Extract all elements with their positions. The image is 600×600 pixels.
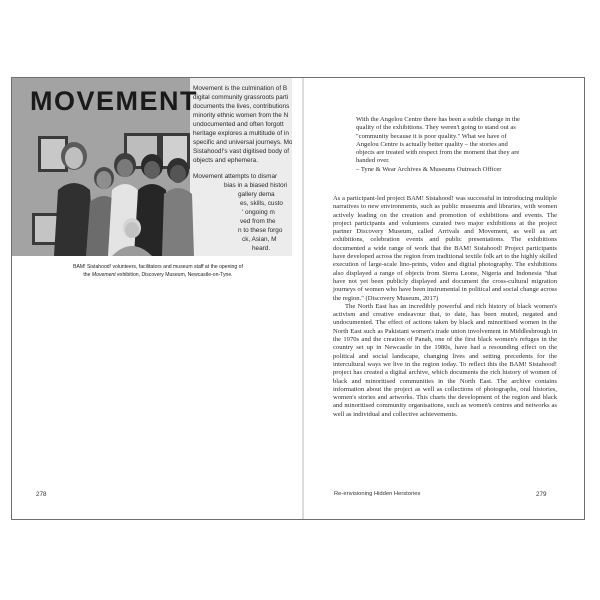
panel-line: documents the lives, contributions (193, 103, 290, 110)
panel-line: heard. (252, 245, 271, 252)
quote-line: quality of the exhibitions. They weren't going to stand out as (356, 124, 516, 132)
running-head: Re-envisioning Hidden Herstories (334, 491, 421, 497)
panel-line: heritage explores a multitude of in (193, 130, 289, 137)
panel-line: specific and universal journeys. Mo (193, 139, 292, 146)
panel-line: ck, Asian, M (242, 236, 277, 243)
panel-line: es, skills, custo (240, 200, 283, 207)
left-page-number: 278 (36, 491, 47, 498)
quote-line: Angelou Centre is actually better quality – the stories and (356, 140, 508, 148)
quote-attribution: – Tyne & Wear Archives & Museums Outreach Officer (356, 165, 502, 173)
panel-line: n to these forgo (238, 227, 283, 234)
sign-title: MOVEMENT (30, 86, 199, 116)
caption-line: BAM! Sistahood! volunteers, facilitators and museum staff at the opening of (73, 264, 243, 270)
panel-line: Sistahood!'s vast digitised body of (193, 148, 290, 155)
photo-caption (28, 264, 288, 279)
body-text (333, 195, 557, 419)
block-quote (356, 116, 546, 174)
caption-line (28, 272, 288, 280)
right-page-number: 279 (536, 491, 547, 498)
panel-line: digital community grassroots parti (193, 94, 289, 101)
panel-line: bias in a biased histori (224, 182, 288, 189)
caption-exhibition-title: Movement (91, 271, 116, 278)
quote-line: objects are treated with respect from the moment that they are (356, 149, 520, 157)
paragraph: The North East has an incredibly powerful and rich history of black women's activism and creative endeavour that, to date, has been muted, negated and undocumented. The effect of actions taken by black and minoritised women in the North East such as Pakistani women's trade union involvement in Middlesbrough in the 1970s and the creation of Panah, one of the first black women's refuges in the country set up in Newcastle in the 1980s, have had a resounding effect on the political and social landscape, changing lives and setting precedents for the intercultural ways we live in the region today. To reflect this the BAM! Sistahood! project has created a digital archive, which documents the rich history of women of black and minoritised communities in the North East. The archive contains information about the project as well as collections of photographs, oral histories, women's stories and artworks. This charts the development of the region and black and minoritised community organisations, such as women's centres and networks as well as individual and collective achievements. (333, 302, 557, 418)
caption-text: the (83, 271, 92, 278)
exhibition-photo (12, 78, 292, 256)
gutter-divider (302, 78, 304, 519)
panel-line: minority ethnic women from the N (193, 112, 289, 119)
caption-text: exhibition, Discovery Museum, Newcastle-on-Tyne. (115, 271, 233, 278)
panel-line: objects and ephemera. (193, 157, 259, 164)
panel-line: undocumented and often forgott (193, 121, 284, 128)
panel-line: Movement is the culmination of B (193, 85, 288, 92)
panel-line: Movement attempts to dismar (193, 173, 278, 180)
panel-line: ' ongoing m (242, 209, 275, 216)
panel-line: gallery dema (238, 191, 275, 198)
quote-line: handed over. (356, 157, 390, 165)
panel-line: ved from the (240, 218, 276, 225)
quote-line: With the Angelou Centre there has been a subtle change in the (356, 116, 520, 123)
quote-line: "community because it is poor quality." What we have of (356, 132, 507, 140)
book-spread (11, 77, 585, 520)
paragraph: As a participant-led project BAM! Sistahood! was successful in introducing multiple narratives to new environments, such as public museums and libraries, with women actively leading on the creation and promotion of exhibitions and events. The project participants and volunteers curated two major exhibitions at the project partner Discovery Museum, called Arrivals and Movement, as well as art exhibitions, celebration events and public presentations. The exhibitions documented a wide range of work that the BAM! Sistahood! Project participants have developed across the region from traditional textile folk art to the highly skilled execution of large-scale lino-prints, video and digital photography. The exhibitions also displayed a range of objects from Sierra Leone, Nigeria and Indonesia "that have not yet been publicly displayed and document the cross-cultural migration journeys of women who have been instrumental in political and social change across the region." (Discovery Museum, 2017) (333, 195, 557, 302)
